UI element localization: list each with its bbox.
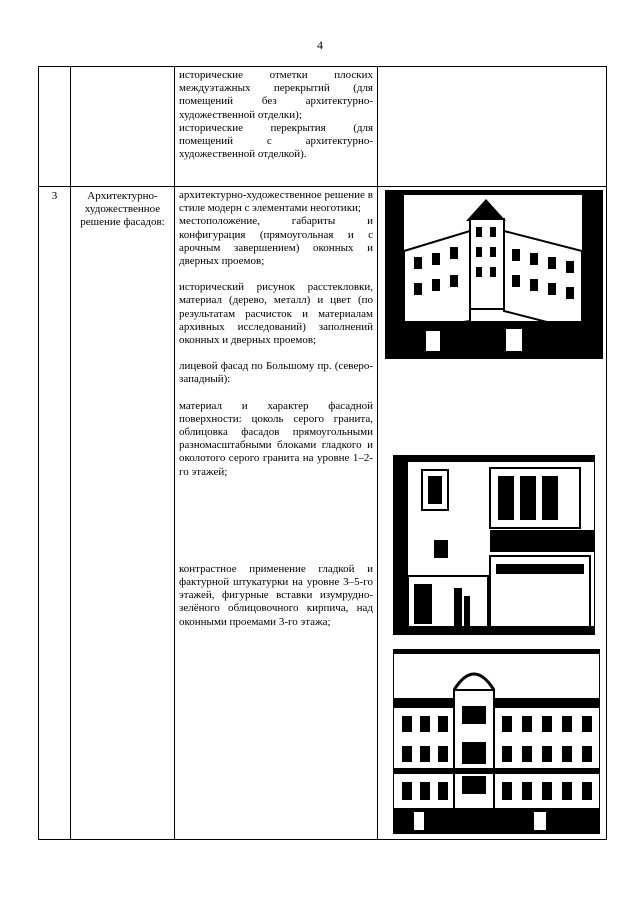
row-description-cell [175,67,378,187]
row-photo-cell [378,67,607,187]
building-photo [385,190,603,359]
description-paragraph: исторический рисунок расстекловки, материал (дерево, металл) и цвет (по результатам расчисток и материалам архивных исследований) заполнений оконных и дверных проемов; [179,281,373,347]
description-paragraph: лицевой фасад по Большому пр. (северо-западный): [179,360,373,386]
row-number-cell [39,67,71,187]
row-name-cell [71,67,175,187]
table-row [39,187,607,840]
building-photo [393,649,600,834]
description-paragraph: материал и характер фасадной поверхности: цоколь серого гранита, облицовка фасадов прямоугольными разномасштабными блоками гладкого и околотого серого гранита на уровне 1–2-го этажей; [179,399,373,478]
row-description-cell [175,187,378,840]
row-number-cell: 3 [39,187,71,840]
description-paragraph: исторические отметки плоских междуэтажных перекрытий (для помещений без архитектурно-художественной отделки); [179,69,373,121]
building-photo [393,455,595,635]
description-paragraph: исторические перекрытия (для помещений с архитектурно-художественной отделкой). [179,121,373,161]
row-photo-cell [378,187,607,840]
table-row [39,67,607,187]
description-paragraph: местоположение, габариты и конфигурация (прямоугольная и с арочным завершением) оконных и дверных проемов; [179,215,373,268]
description-paragraph: архитектурно-художественное решение в стиле модерн с элементами неоготики; [179,189,373,215]
protection-subjects-table [38,66,607,840]
description-paragraph: контрастное применение гладкой и фактурной штукатурки на уровне 3–5-го этажей, фигурные вставки изумрудно-зелёного облицовочного кирпича, над оконными проемами 3-го этажа; [179,562,373,628]
page-number: 4 [317,38,323,52]
row-name-cell: Архитектурно-художественное решение фасадов: [71,187,175,840]
